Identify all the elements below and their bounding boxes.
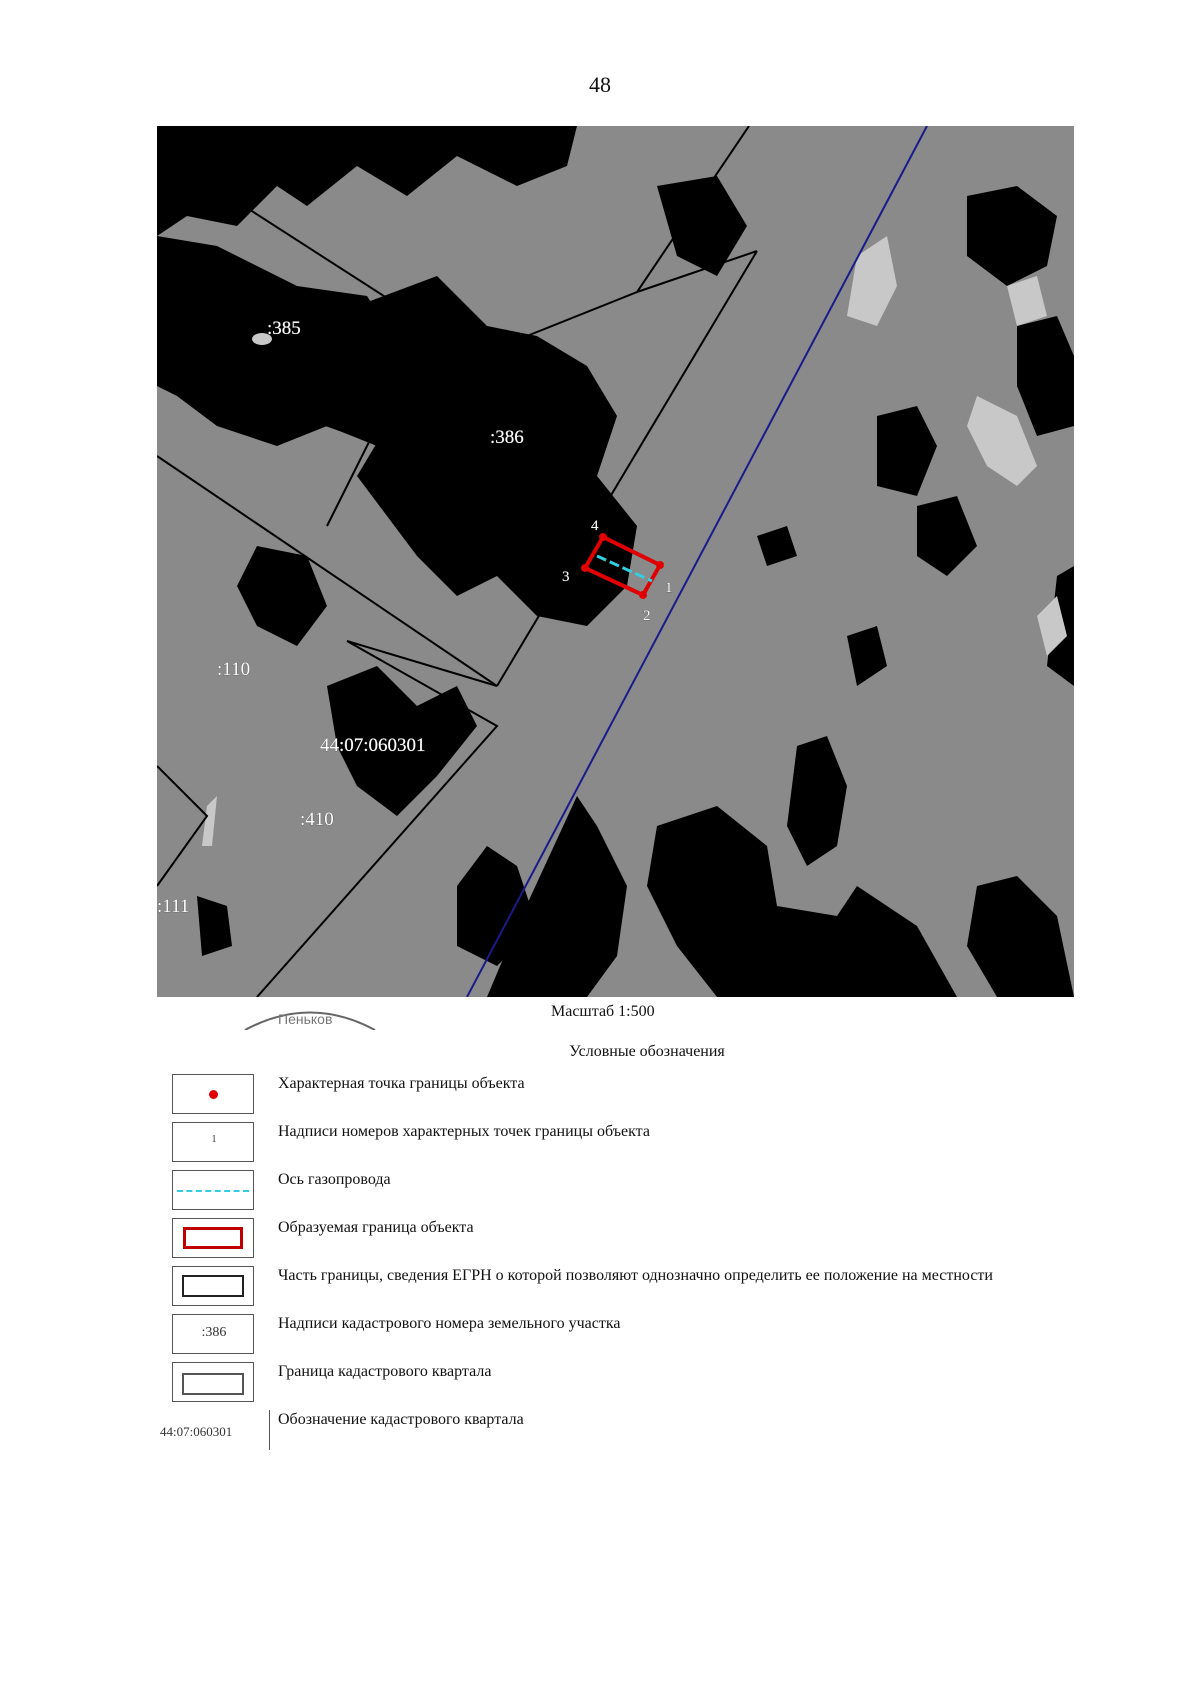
point-label-2: 2 bbox=[643, 608, 651, 624]
point-label-3: 3 bbox=[562, 569, 570, 585]
legend-text: Граница кадастрового квартала bbox=[278, 1363, 492, 1380]
legend-symbol bbox=[172, 1218, 254, 1258]
stamp bbox=[240, 1000, 380, 1030]
grey-rectangle-icon bbox=[182, 1373, 244, 1395]
cadastral-number-sample: :386 bbox=[201, 1325, 227, 1340]
map-scale: Масштаб 1:500 bbox=[551, 1003, 655, 1020]
legend-text: Надписи кадастрового номера земельного участка bbox=[278, 1315, 621, 1332]
legend-symbol bbox=[172, 1266, 254, 1306]
legend-text: Часть границы, сведения ЕГРН о которой позволяют однозначно определить ее положение на местности bbox=[278, 1267, 993, 1284]
parcel-label-386[interactable]: :386 bbox=[490, 427, 524, 448]
parcel-label-385[interactable]: :385 bbox=[267, 318, 301, 339]
point-label-1: 1 bbox=[665, 580, 673, 596]
gas-axis-icon bbox=[177, 1190, 249, 1192]
legend-text: Характерная точка границы объекта bbox=[278, 1075, 525, 1092]
cadastral-map[interactable] bbox=[157, 126, 1074, 997]
parcel-label-110[interactable]: :110 bbox=[217, 659, 251, 680]
legend-text: Образуемая граница объекта bbox=[278, 1219, 474, 1236]
legend-symbol bbox=[172, 1314, 254, 1354]
map-canvas bbox=[157, 126, 1074, 997]
legend-symbol bbox=[172, 1122, 254, 1162]
point-number-sample: 1 bbox=[211, 1134, 217, 1145]
legend-symbol bbox=[172, 1170, 254, 1210]
stamp-text: Пеньков bbox=[278, 1011, 333, 1027]
parcel-label-410[interactable]: :410 bbox=[300, 809, 334, 830]
red-dot-icon bbox=[209, 1090, 218, 1099]
black-rectangle-icon bbox=[182, 1275, 244, 1297]
parcel-label-111[interactable]: :111 bbox=[157, 896, 190, 917]
boundary-point bbox=[639, 591, 647, 599]
boundary-point bbox=[581, 564, 589, 572]
page-number: 48 bbox=[589, 72, 611, 97]
boundary-point bbox=[599, 533, 607, 541]
legend-symbol bbox=[172, 1074, 254, 1114]
point-label-4: 4 bbox=[591, 518, 599, 534]
legend-title: Условные обозначения bbox=[569, 1043, 725, 1060]
legend-text: Обозначение кадастрового квартала bbox=[278, 1411, 524, 1428]
legend-text: Ось газопровода bbox=[278, 1171, 391, 1188]
quarter-label-sample: 44:07:060301 bbox=[160, 1424, 233, 1439]
legend-symbol bbox=[158, 1410, 270, 1450]
legend-symbol bbox=[172, 1362, 254, 1402]
legend-text: Надписи номеров характерных точек границы объекта bbox=[278, 1123, 650, 1140]
quarter-label[interactable]: 44:07:060301 bbox=[320, 735, 426, 756]
red-rectangle-icon bbox=[183, 1227, 243, 1249]
boundary-point bbox=[656, 561, 664, 569]
